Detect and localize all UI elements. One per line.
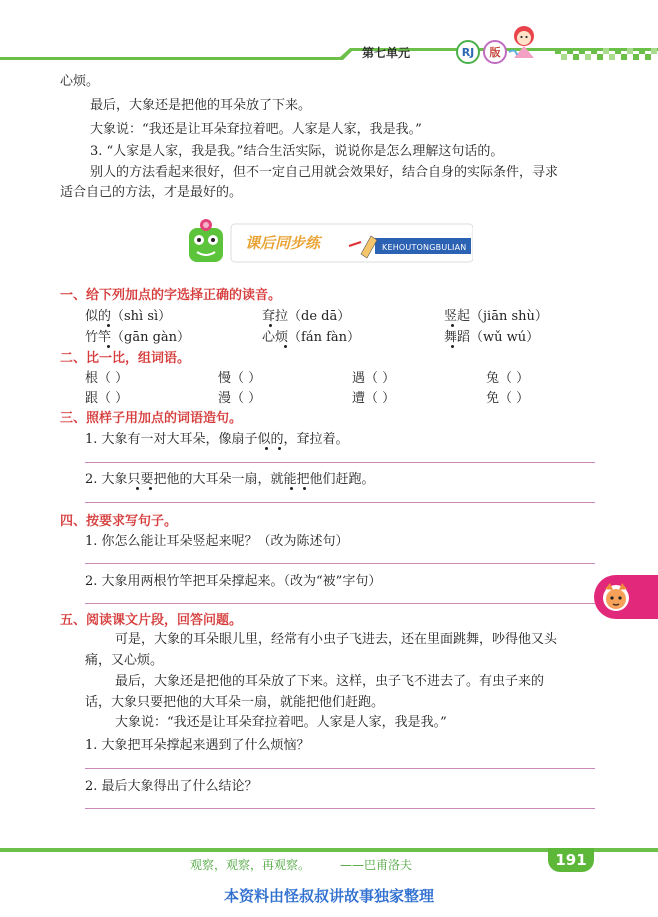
q1-item: [262, 305, 350, 324]
page-number: 191: [548, 848, 594, 872]
emphasis-dot: [451, 324, 454, 327]
q1-options: （fán fàn）: [288, 330, 361, 345]
answer-line[interactable]: [85, 603, 595, 604]
intro-question: 3. “人家是人家，我是我。”结合生活实际，说说你是怎么理解这句话的。: [90, 144, 504, 159]
q1-word: 舞蹈: [444, 330, 471, 345]
q3-item: 2. 大象只要把他的大耳朵一扇，就能把他们赶跑。: [85, 472, 375, 487]
q4-heading: 四、按要求写句子。: [60, 514, 178, 529]
footer-quote: 观察，观察，再观察。: [190, 858, 311, 872]
unit-label: 第七单元: [362, 46, 411, 60]
fox-mascot-icon: [598, 579, 634, 615]
q1-item: [444, 326, 539, 345]
banner-pinyin: KEHOUTONGBULIAN: [382, 243, 467, 252]
q1-heading: 一、给下列加点的字选择正确的读音。: [60, 288, 282, 303]
girl-mascot-icon: [505, 22, 543, 60]
intro-line: 大象说：“我还是让耳朵耷拉着吧。人家是人家，我是我。”: [90, 122, 422, 137]
banner-title: 课后同步练: [245, 234, 321, 252]
answer-line[interactable]: [85, 462, 595, 463]
q2-cell: 根（ ）: [85, 371, 129, 386]
q3-heading: 三、照样子用加点的词语造句。: [60, 411, 243, 426]
emphasis-dot: [278, 447, 281, 450]
q1-item: [262, 326, 360, 345]
emphasis-dot: [451, 345, 454, 348]
q4-item: 1. 你怎么能让耳朵竖起来呢？（改为陈述句）: [85, 534, 349, 549]
emphasis-dot: [303, 487, 306, 490]
q2-heading: 二、比一比，组词语。: [60, 351, 191, 366]
passage-line: 话，大象只要把他的大耳朵一扇，就能把他们赶跑。: [85, 695, 385, 710]
q1-options: （de dā）: [288, 309, 351, 324]
q5-question: 2. 最后大象得出了什么结论？: [85, 779, 258, 794]
emphasis-dot: [265, 447, 268, 450]
emphasis-dot: [136, 487, 139, 490]
emphasis-dot: [269, 324, 272, 327]
q2-cell: 跟（ ）: [85, 391, 129, 406]
q2-cell: 慢（ ）: [218, 371, 262, 386]
checker-pattern: [555, 44, 658, 66]
passage-line: 最后，大象还是把他的耳朵放了下来。这样，虫子飞不进去了。有虫子来的: [115, 674, 545, 689]
intro-line: 最后，大象还是把他的耳朵放了下来。: [90, 98, 312, 113]
q1-item: [85, 305, 171, 324]
q1-word: 竖起: [444, 309, 471, 324]
q2-cell: 漫（ ）: [218, 391, 262, 406]
q2-cell: 免（ ）: [486, 391, 530, 406]
q5-question: 1. 大象把耳朵撑起来遇到了什么烦恼？: [85, 738, 310, 753]
q1-item: [85, 326, 190, 345]
q2-cell: 遭（ ）: [352, 391, 396, 406]
emphasis-dot: [290, 487, 293, 490]
q1-options: （gān gàn）: [111, 330, 191, 345]
answer-line[interactable]: [85, 563, 595, 564]
q1-options: （wǔ wú）: [470, 330, 540, 345]
q1-word: 竹竿: [85, 330, 112, 345]
emphasis-dot: [107, 324, 110, 327]
q1-word: 似的: [85, 309, 112, 324]
intro-answer: 适合自己的方法，才是最好的。: [60, 185, 243, 200]
q4-item: 2. 大象用两根竹竿把耳朵撑起来。（改为“被”字句）: [85, 574, 382, 589]
edition-badge-rj: RJ: [456, 40, 480, 64]
edition-badge-ban: 版: [483, 40, 507, 64]
intro-line: 心烦。: [60, 74, 100, 89]
q3-item: 1. 大象有一对大耳朵，像扇子似的，耷拉着。: [85, 432, 349, 447]
q2-cell: 兔（ ）: [486, 371, 530, 386]
q5-heading: 五、阅读课文片段，回答问题。: [60, 613, 243, 628]
q1-word: 耷拉: [262, 309, 289, 324]
answer-line[interactable]: [85, 502, 595, 503]
intro-answer: 别人的方法看起来很好，但不一定自己用就会效果好，结合自身的实际条件，寻求: [90, 165, 559, 180]
q1-options: （shì sì）: [111, 309, 172, 324]
answer-line[interactable]: [85, 768, 595, 769]
passage-line: 可是，大象的耳朵眼儿里，经常有小虫子飞进去，还在里面跳舞，吵得他又头: [115, 632, 558, 647]
footer-author: ——巴甫洛夫: [340, 858, 413, 872]
emphasis-dot: [284, 345, 287, 348]
passage-line: 大象说：“我还是让耳朵耷拉着吧。人家是人家，我是我。”: [115, 715, 447, 730]
q1-options: （jiān shù）: [470, 309, 548, 324]
passage-line: 痛，又心烦。: [85, 653, 164, 668]
emphasis-dot: [149, 487, 152, 490]
q1-item: [444, 305, 548, 324]
answer-line[interactable]: [85, 808, 595, 809]
q2-cell: 遇（ ）: [352, 371, 396, 386]
credit-text: 本资料由怪叔叔讲故事独家整理: [223, 887, 434, 905]
q1-word: 心烦: [262, 330, 289, 345]
